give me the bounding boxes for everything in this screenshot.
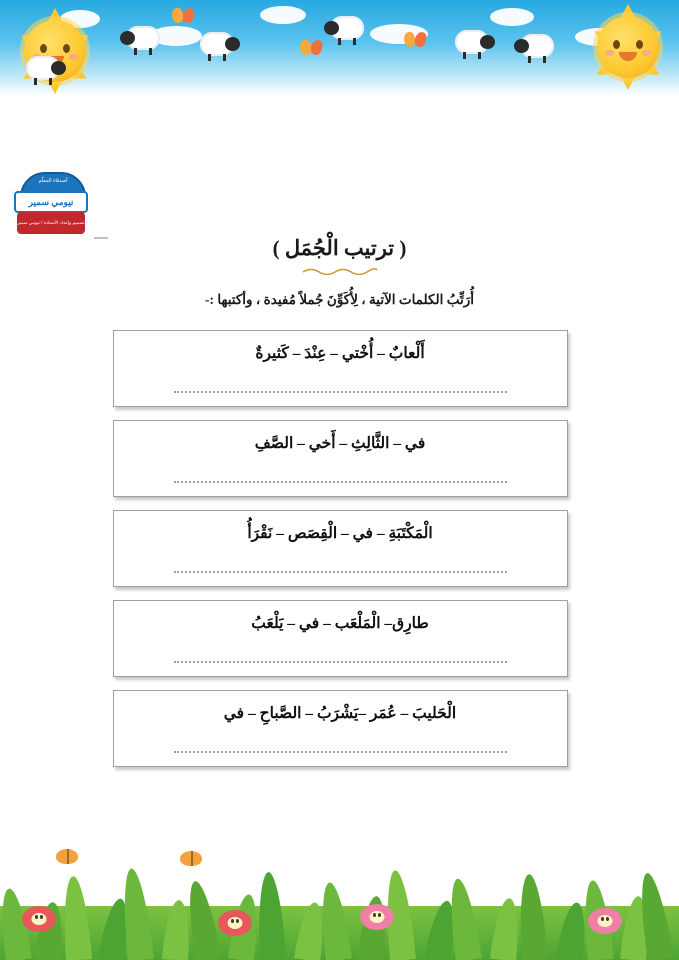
question-words: طارِق– الْمَلْعَب – في – يَلْعَبُ — [251, 615, 429, 632]
ladybug-icon — [180, 851, 202, 866]
question-box — [113, 420, 568, 497]
sun-icon — [597, 16, 659, 78]
answer-line[interactable] — [174, 649, 507, 663]
stamp-bottom-text: تصميم وإعداد الأستاذة / نيومي سمير — [17, 220, 85, 225]
answer-line[interactable] — [174, 379, 507, 393]
butterfly-icon — [172, 8, 194, 24]
question-words: الْحَليبَ – عُمَر –يَشْرَبُ – الصَّباحِ – في — [223, 705, 457, 722]
sheep-icon — [26, 56, 60, 80]
sheep-icon — [520, 34, 554, 58]
title-underline-decoration — [301, 266, 379, 275]
flower-icon — [588, 908, 622, 934]
answer-line[interactable] — [174, 469, 507, 483]
question-box — [113, 510, 568, 587]
sheep-icon — [200, 32, 234, 56]
question-box — [113, 600, 568, 677]
flower-icon — [218, 910, 252, 936]
answer-line[interactable] — [174, 559, 507, 573]
stamp-middle-plate — [14, 191, 88, 213]
instruction-text: أُرَتِّبُ الكلمات الآتية ، لِأُكَوِّنَ جُملاً مُفيدة ، وأكتبها :- — [205, 292, 474, 307]
question-box — [113, 330, 568, 407]
sheep-icon — [330, 16, 364, 40]
sheep-icon — [126, 26, 160, 50]
question-words: أَلْعابٌ – أُخْتي – عِنْدَ – كَثيرةٌ — [255, 345, 425, 362]
answer-line[interactable] — [174, 739, 507, 753]
top-decoration-band — [0, 0, 679, 96]
stamp-bottom-bar — [17, 212, 85, 234]
teacher-logo-stamp — [14, 172, 88, 238]
butterfly-icon — [300, 40, 322, 56]
stamp-top-text: أصدقاء المعلّم — [38, 178, 68, 184]
flower-icon — [22, 906, 56, 932]
question-words: في – الثَّالِثِ – أَخي – الصَّفِ — [254, 435, 426, 452]
ladybug-icon — [56, 849, 78, 864]
sheep-icon — [455, 30, 489, 54]
question-box — [113, 690, 568, 767]
stamp-middle-text: نيومي سمير — [28, 197, 74, 207]
cloud-icon — [260, 6, 306, 24]
flower-icon — [360, 904, 394, 930]
grass-blade — [516, 873, 548, 960]
cloud-icon — [490, 8, 534, 26]
grass-blade — [255, 871, 286, 960]
questions-list — [50, 330, 630, 780]
butterfly-icon — [404, 32, 426, 48]
page-title: ( ترتيب الْجُمَل ) — [272, 236, 407, 260]
question-words: الْمَكْتَبَةِ – في – الْقِصَص – نَقْرَأُ — [247, 525, 433, 542]
sun-right-group — [591, 10, 665, 84]
grass-blade — [60, 875, 92, 960]
bottom-decoration-band — [0, 848, 679, 960]
